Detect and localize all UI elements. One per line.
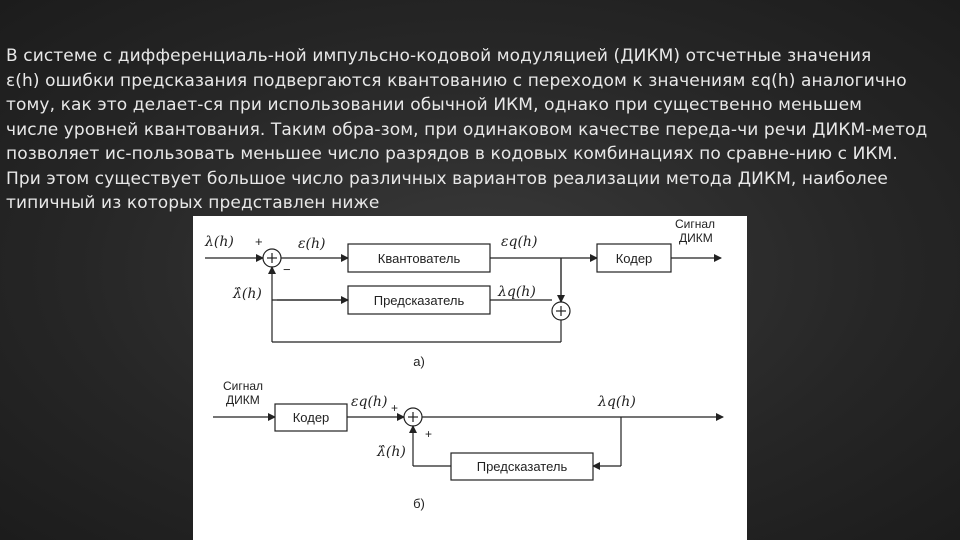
lambda-hat-label-a: λ̂(h) <box>233 286 262 302</box>
paragraph <box>6 44 956 216</box>
diagram-a-caption: а) <box>413 354 425 369</box>
lambda-q-label-b: λq(h) <box>598 394 636 410</box>
coder-label-a: Кодер <box>615 251 653 266</box>
plus-sign-b2: + <box>425 427 433 441</box>
plus-sign-b1: + <box>391 401 399 415</box>
diagram-b <box>213 404 723 480</box>
paragraph-line: тому, как это делает-ся при использовании обычной ИКМ, однако при существенно меньшем <box>6 95 863 115</box>
paragraph-line: типичный из которых представлен ниже <box>6 193 380 213</box>
paragraph-line: При этом существует большое число различных вариантов реализации метода ДИКМ, наиболее <box>6 168 888 189</box>
predictor-label-b: Предсказатель <box>476 459 568 474</box>
dpcm-diagram <box>193 216 747 540</box>
output-signal-line2: ДИКМ <box>679 231 713 245</box>
error-label: ε(h) <box>298 236 326 252</box>
paragraph-line: ε(h) ошибки предсказания подвергаются квантованию с переходом к значениям εq(h) аналогично <box>6 70 907 91</box>
eq-label-a: εq(h) <box>501 234 538 250</box>
input-signal-line2: ДИКМ <box>226 393 260 407</box>
eq-label-b: εq(h) <box>351 394 388 410</box>
lambda-input-label: λ(h) <box>205 234 234 250</box>
input-signal-line1: Сигнал <box>223 379 264 393</box>
quantizer-label: Квантователь <box>377 251 461 266</box>
minus-sign: − <box>283 262 291 277</box>
paragraph-line: позволяет ис-пользовать меньшее число разрядов в кодовых комбинациях по сравне-нию с ИКМ. <box>6 144 898 164</box>
diagram-b-caption: б) <box>413 496 425 511</box>
diagram-b-labels <box>223 379 636 511</box>
lambda-hat-label-b: λ̂(h) <box>377 444 406 460</box>
diagram-a-labels <box>204 217 715 369</box>
lambda-q-label-a: λq(h) <box>498 284 536 300</box>
coder-label-b: Кодер <box>292 410 330 425</box>
output-signal-line1: Сигнал <box>675 217 716 231</box>
paragraph-line: В системе с дифференциаль-ной импульсно-кодовой модуляцией (ДИКМ) отсчетные значения <box>6 46 872 66</box>
predictor-label-a: Предсказатель <box>373 293 465 308</box>
dpcm-block-diagram-svg <box>193 216 747 540</box>
plus-sign: + <box>255 234 263 249</box>
paragraph-line: числе уровней квантования. Таким обра-зом, при одинаковом качестве переда-чи речи ДИКМ-метод <box>6 119 928 140</box>
